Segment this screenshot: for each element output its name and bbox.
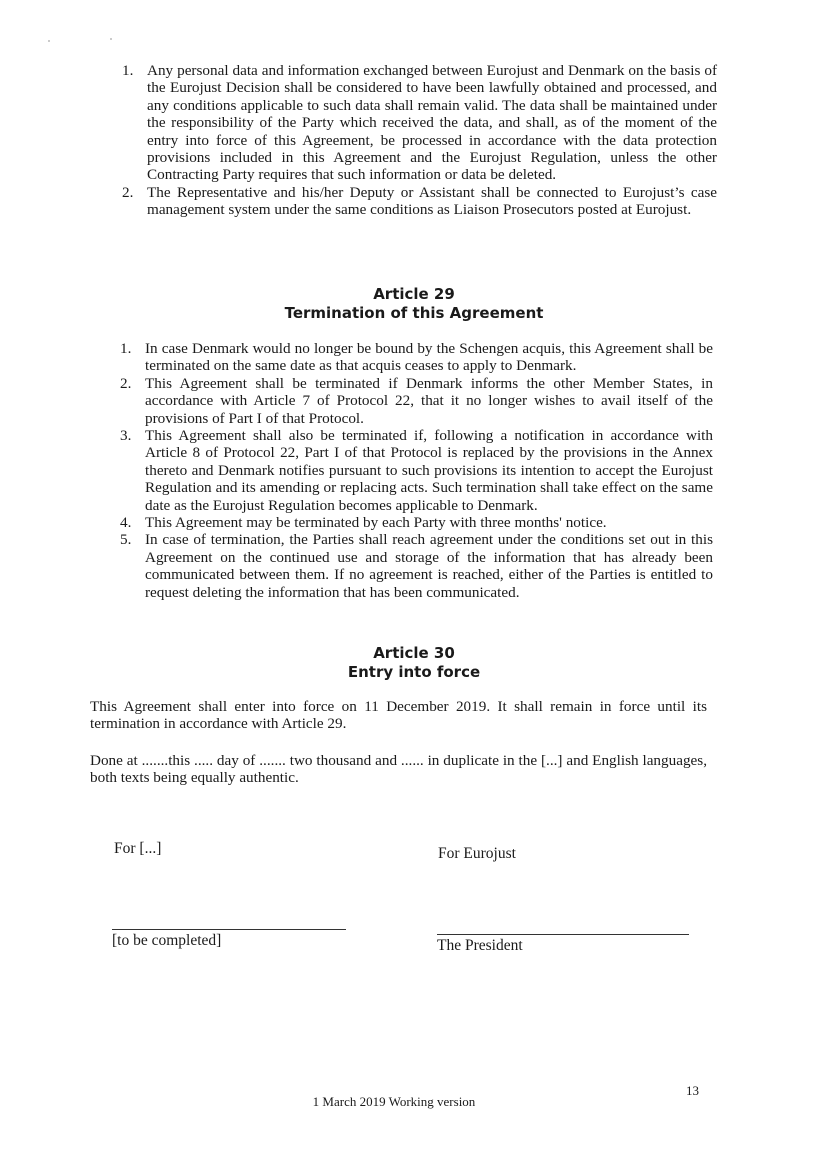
- item-text: Any personal data and information exchanged between Eurojust and Denmark on the basis of the Eurojust Decision shall be considered to have been lawfully obtained and processed, and any conditions applicable to such data shall remain valid. The data shall be maintained under the responsibility of the Party which received the data, and shall, as of the moment of the entry into force of this Agreement, be processed in accordance with the data protection provisions included in this Agreement and the Eurojust Regulation, unless the other Contracting Party requires that such information or data be deleted.: [147, 62, 717, 184]
- article-30-title: Entry into force: [347, 663, 481, 681]
- article-29-label: Article 29: [373, 285, 455, 303]
- article-30-text: This Agreement shall enter into force on 11 December 2019. It shall remain in force until its termination in accordance with Article 29.: [90, 698, 707, 733]
- item-number: 2.: [120, 374, 132, 392]
- item-number: 4.: [120, 514, 132, 532]
- signature-left-for: For [...]: [114, 840, 162, 857]
- signature-left-name: [to be completed]: [112, 932, 222, 949]
- item-number: 1.: [120, 340, 132, 357]
- item-number: 5.: [120, 531, 132, 549]
- section-list: [122, 62, 717, 219]
- item-text: In case of termination, the Parties shall reach agreement under the conditions set out in this Agreement on the continued use and storage of the information that has already been communicated between them. If no agreement is reached, either of the Parties is entitled to request deleting the information that has been communicated.: [145, 531, 713, 601]
- item-text: This Agreement shall be terminated if Denmark informs the other Member States, in accordance with Article 7 of Protocol 22, that it no longer wishes to avail itself of the provisions of Part I of that Protocol.: [145, 374, 713, 427]
- item-text: In case Denmark would no longer be bound by the Schengen acquis, this Agreement shall be terminated on the same date as that acquis ceases to apply to Denmark.: [145, 340, 713, 375]
- list-item: [122, 62, 717, 184]
- item-text: This Agreement shall also be terminated if, following a notification in accordance with Article 8 of Protocol 22, Part I of that Protocol is replaced by the provisions in the Annex thereto and Denmark notifies pursuant to such provisions its intention to accept the Eurojust Regulation and its amending or replacing acts. Such termination shall take effect on the same date as the Eurojust Regulation becomes applicable to Denmark.: [145, 427, 713, 514]
- list-item: [120, 427, 713, 514]
- article-30-label: Article 30: [373, 644, 455, 662]
- item-number: 1.: [122, 62, 134, 79]
- item-number: 2.: [122, 183, 134, 201]
- signature-right-for: For Eurojust: [438, 845, 516, 862]
- done-at-clause: Done at .......this ..... day of ....... two thousand and ...... in duplicate in the [...] and English languages, both texts being equally authentic.: [90, 752, 707, 787]
- article-29-list: [120, 340, 713, 601]
- list-item: [122, 183, 717, 219]
- list-item: [120, 531, 713, 601]
- page-number: 13: [686, 1083, 699, 1098]
- item-text: This Agreement may be terminated by each Party with three months' notice.: [145, 514, 607, 532]
- signature-line-right: [437, 934, 689, 935]
- item-number: 3.: [120, 427, 132, 445]
- signature-right-name: The President: [437, 937, 523, 954]
- list-item: [120, 340, 713, 375]
- scan-speck: [48, 40, 50, 42]
- list-item: [120, 374, 713, 427]
- article-29-title: Termination of this Agreement: [284, 304, 544, 322]
- footer-version: 1 March 2019 Working version: [312, 1094, 476, 1109]
- list-item: [120, 514, 713, 532]
- item-text: The Representative and his/her Deputy or Assistant shall be connected to Eurojust’s case management system under the same conditions as Liaison Prosecutors posted at Eurojust.: [147, 183, 717, 219]
- scan-speck: [110, 38, 112, 40]
- signature-line-left: [112, 929, 346, 930]
